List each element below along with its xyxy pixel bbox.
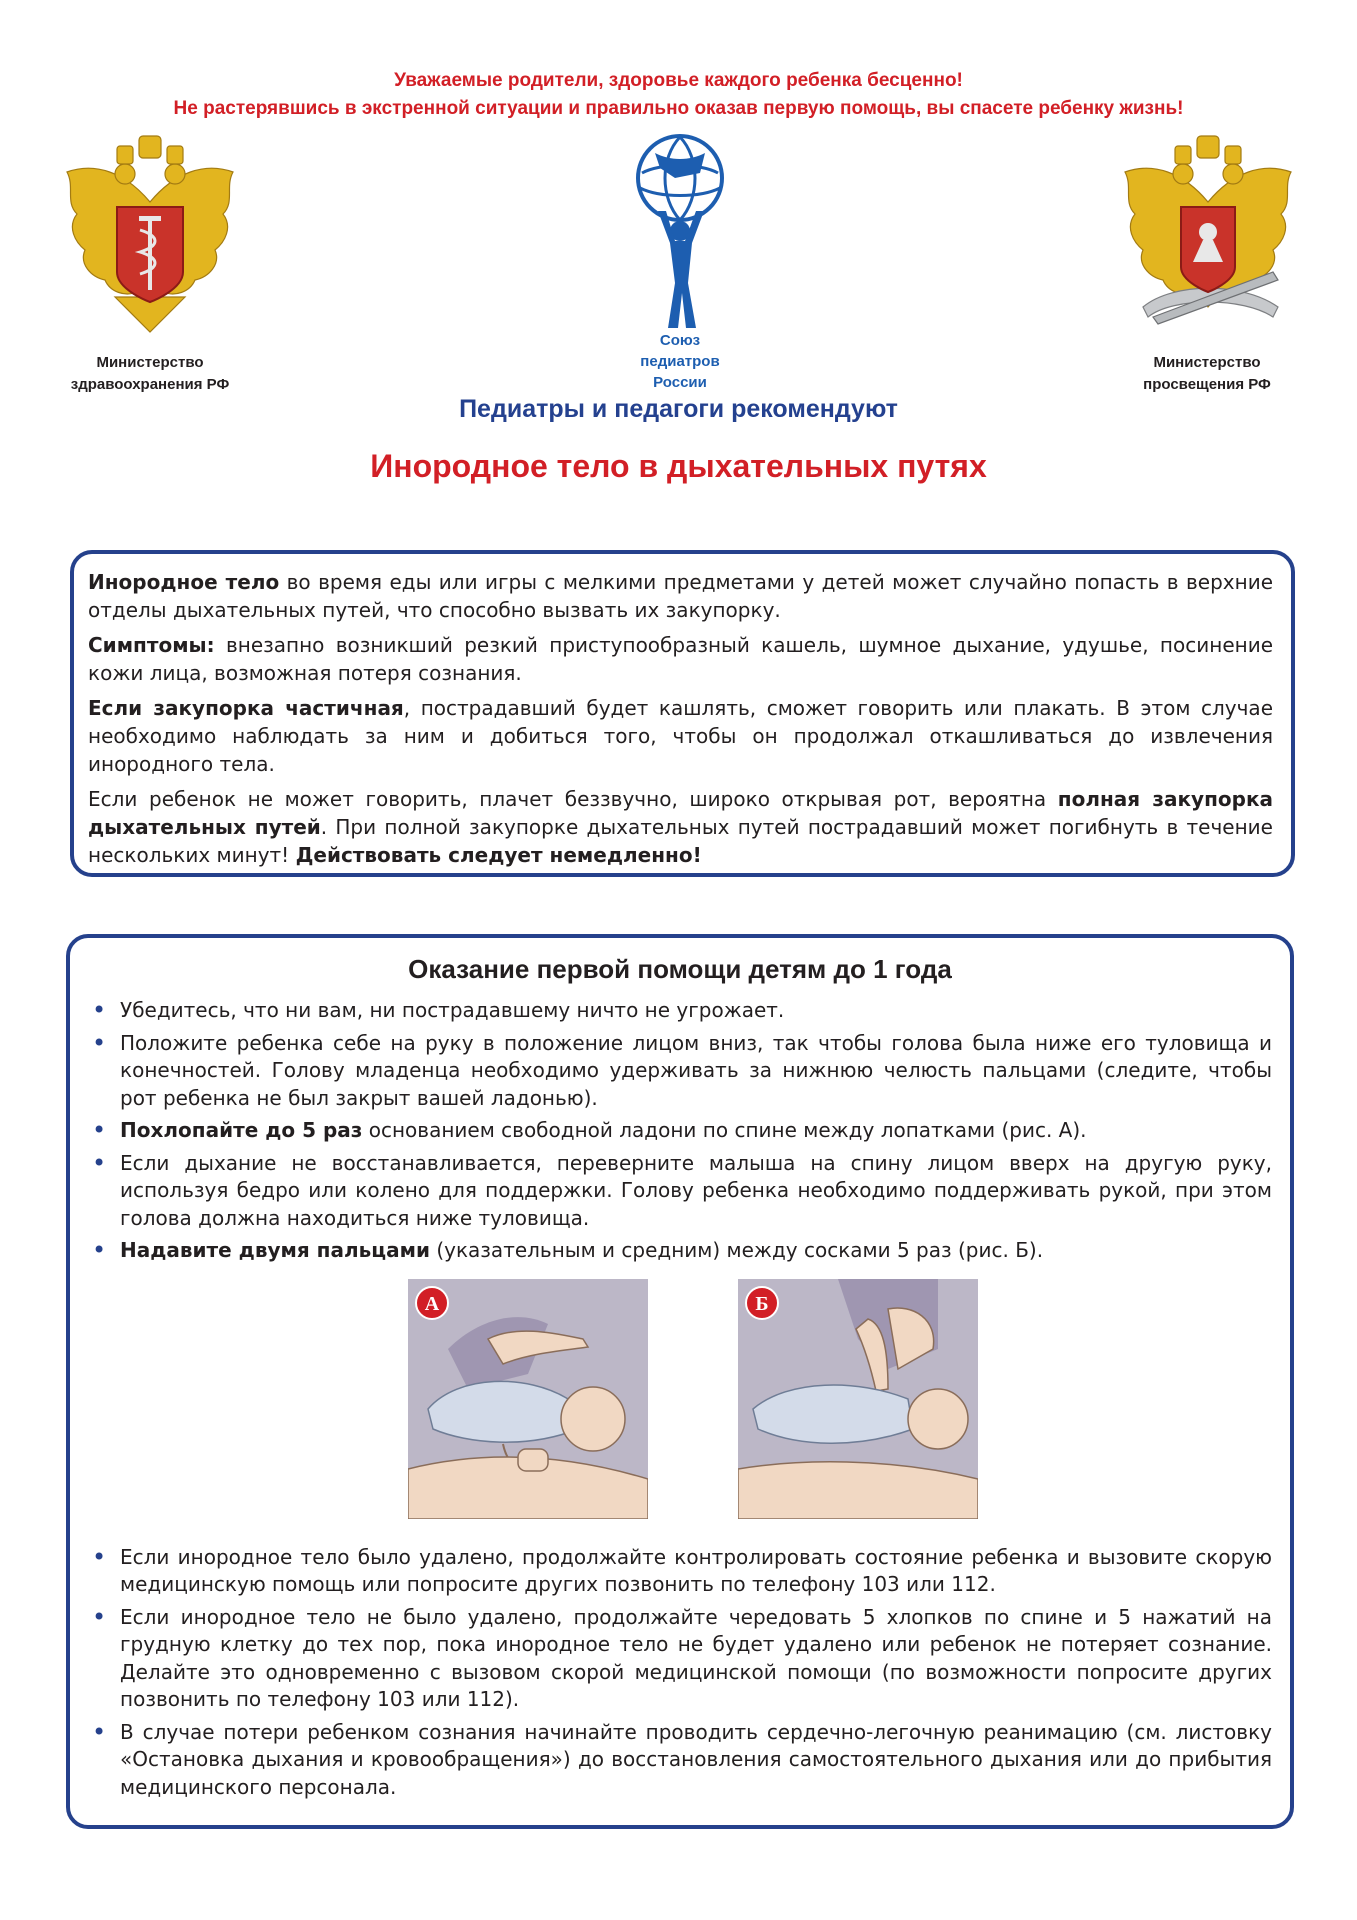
first-aid-title: Оказание первой помощи детям до 1 года: [408, 954, 952, 984]
intro-paragraph-1: Инородное тело во время еды или игры с мелкими предметами у детей может случайно попасть в верхние отделы дыхательных путей, что способно вызвать их закупорку.: [88, 570, 1273, 622]
intro-box: [70, 550, 1295, 877]
first-aid-followup-list: [88, 1544, 1272, 1802]
illustrations: [88, 1279, 1272, 1524]
ministry-health-emblem-icon: [55, 132, 245, 337]
list-item: • Надавите двумя пальцами (указательным и средним) между сосками 5 раз (рис. Б).: [88, 1237, 1272, 1265]
list-item: • Положите ребенка себе на руку в положение лицом вниз, так чтобы голова была ниже его туловища и конечностей. Голову младенца необходимо удерживать за нижнюю челюсть пальцами (следите, чтобы рот ребенка не был закрыт вашей ладонью).: [88, 1030, 1272, 1113]
list-item: • Если дыхание не восстанавливается, переверните малыша на спину лицом вверх на другую руку, используя бедро или колено для поддержки. Голову ребенка необходимо поддерживать рукой, при этом голова должна находиться ниже туловища.: [88, 1150, 1272, 1233]
header-line-1: Уважаемые родители, здоровье каждого ребенка бесценно!: [394, 70, 963, 91]
ministry-health-caption: Министерство здравоохранения РФ: [70, 354, 230, 393]
union-pediatricians-logo-icon: [630, 133, 730, 333]
page-title: Инородное тело в дыхательных путях: [370, 448, 987, 484]
back-blows-illustration: [408, 1279, 648, 1519]
figure-a-label: А: [424, 1292, 440, 1315]
list-item: • Убедитесь, что ни вам, ни пострадавшему ничто не угрожает.: [88, 997, 1272, 1025]
list-item: • Похлопайте до 5 раз основанием свободной ладони по спине между лопатками (рис. А).: [88, 1117, 1272, 1145]
chest-compressions-illustration: [738, 1279, 978, 1519]
ministry-education-emblem-icon: [1113, 132, 1303, 337]
header-line-2: Не растерявшись в экстренной ситуации и правильно оказав первую помощь, вы спасете ребенку жизнь!: [173, 98, 1184, 119]
union-pediatricians-caption: Союз педиатров России: [640, 332, 720, 391]
subtitle: Педиатры и педагоги рекомендуют: [459, 395, 898, 423]
intro-paragraph-2: Симптомы: внезапно возникший резкий приступообразный кашель, шумное дыхание, удушье, посинение кожи лица, возможная потеря сознания.: [88, 633, 1273, 685]
ministry-education-caption: Министерство просвещения РФ: [1143, 354, 1271, 393]
intro-paragraph-4: Если ребенок не может говорить, плачет беззвучно, широко открывая рот, вероятна полная закупорка дыхательных путей. При полной закупорке дыхательных путей пострадавший может погибнуть в течение нескольких минут! Действовать следует немедленно!: [88, 787, 1274, 867]
figure-b-label: Б: [755, 1292, 769, 1315]
first-aid-steps-list: [88, 997, 1272, 1265]
first-aid-box: [66, 934, 1294, 1829]
list-item: • В случае потери ребенком сознания начинайте проводить сердечно-легочную реанимацию (см. листовку «Остановка дыхания и кровообращения») до восстановления самостоятельного дыхания или до прибытия медицинского персонала.: [88, 1719, 1272, 1802]
intro-paragraph-3: Если закупорка частичная, пострадавший будет кашлять, сможет говорить или плакать. В этом случае необходимо наблюдать за ним и добиться того, чтобы он продолжал откашливаться до извлечения инородного тела.: [88, 696, 1273, 776]
list-item: • Если инородное тело не было удалено, продолжайте чередовать 5 хлопков по спине и 5 нажатий на грудную клетку до тех пор, пока инородное тело не будет удалено или ребенок не потеряет сознание. Делайте это одновременно с вызовом скорой медицинской помощи (по возможности попросите других позвонить по телефону 103 или 112).: [88, 1604, 1272, 1714]
list-item: • Если инородное тело было удалено, продолжайте контролировать состояние ребенка и вызовите скорую медицинскую помощь или попросите других позвонить по телефону 103 или 112.: [88, 1544, 1272, 1599]
